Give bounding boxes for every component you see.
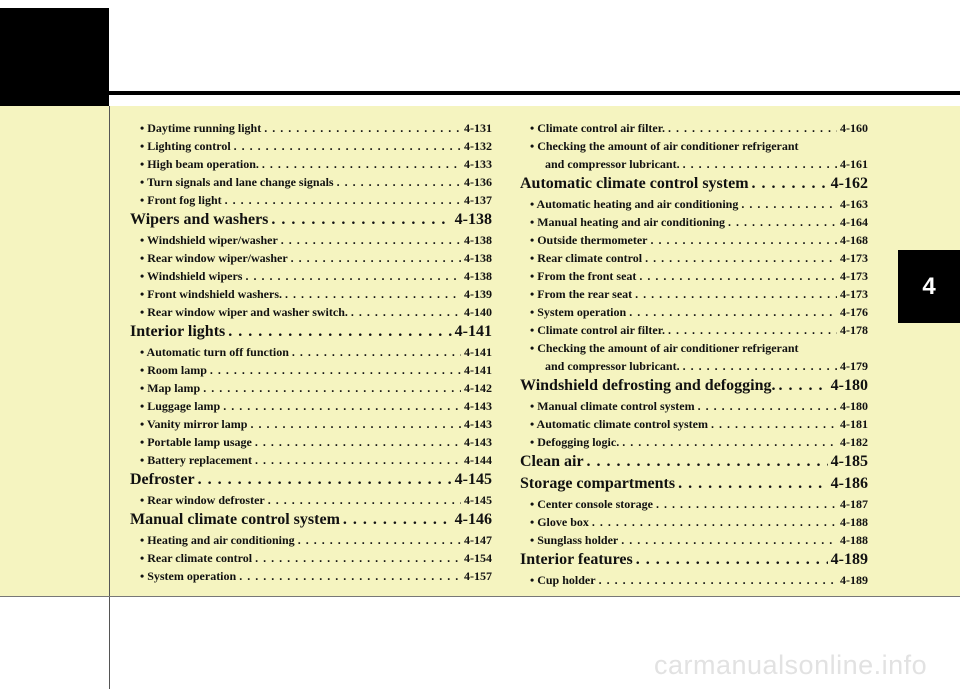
dot-leader [239,569,461,584]
dot-leader [778,377,827,395]
toc-entry[interactable] [130,345,492,363]
dot-leader [752,175,828,193]
dot-leader [292,345,461,360]
toc-entry-page: 4-185 [830,453,868,470]
toc-entry-page: 4-133 [464,157,492,171]
toc-entry-page: 4-160 [840,121,868,135]
dot-leader [255,551,461,566]
toc-entry-title: • Windshield wipers [140,269,243,283]
dot-leader [245,269,461,284]
dot-leader [711,417,837,432]
dot-leader [268,493,461,508]
dot-leader [599,573,837,588]
toc-entry-page: 4-182 [840,435,868,449]
toc-entry[interactable] [520,573,868,591]
toc-entry-page: 4-140 [464,305,492,319]
toc-section-entry[interactable] [520,475,868,497]
toc-entry[interactable] [520,305,868,323]
toc-entry-page: 4-144 [464,453,492,467]
toc-entry[interactable] [520,269,868,287]
toc-entry-page: 4-188 [840,533,868,547]
toc-entry-title: • Automatic climate control system [530,417,708,431]
toc-entry-page: 4-164 [840,215,868,229]
toc-entry-page: 4-173 [840,269,868,283]
toc-entry-title: • Vanity mirror lamp [140,417,248,431]
dot-leader [622,435,837,450]
chapter-tab[interactable]: 4 [898,250,960,323]
toc-entry-title: • Manual heating and air conditioning [530,215,726,229]
dot-leader [298,533,461,548]
toc-entry-page: 4-147 [464,533,492,547]
toc-entry[interactable] [130,305,492,323]
toc-entry[interactable] [520,399,868,417]
dot-leader [262,157,461,172]
toc-entry[interactable] [520,417,868,435]
toc-entry-title: • High beam operation. [140,157,259,171]
toc-entry-title: • Manual climate control system [530,399,695,413]
toc-entry[interactable] [520,341,868,359]
toc-entry[interactable] [130,121,492,139]
toc-entry-page: 4-189 [830,551,868,568]
toc-entry-page: 4-168 [840,233,868,247]
toc-entry-title: • Luggage lamp [140,399,221,413]
toc-entry-title: • Glove box [530,515,589,529]
toc-entry[interactable] [130,399,492,417]
dot-leader [264,121,461,136]
dot-leader [629,305,837,320]
dot-leader [255,435,461,450]
toc-entry-title: • Battery replacement [140,453,252,467]
toc-entry-page: 4-143 [464,399,492,413]
toc-entry-title: • Checking the amount of air conditioner refrigerant [530,341,799,355]
dot-leader [250,417,461,432]
toc-entry[interactable] [130,381,492,399]
toc-entry-page: 4-138 [454,211,492,228]
dot-leader [621,533,837,548]
toc-entry[interactable] [520,497,868,515]
toc-entry-title: Defroster [130,471,195,488]
dot-leader [645,251,837,266]
toc-entry-title: • Rear climate control [140,551,253,565]
toc-entry[interactable] [130,287,492,305]
toc-entry-page: 4-138 [464,233,492,247]
toc-entry-page: 4-178 [840,323,868,337]
toc-entry-page: 4-141 [464,363,492,377]
toc-entry-page: 4-141 [464,345,492,359]
toc-entry-page: 4-136 [464,175,492,189]
dot-leader [271,211,451,229]
dot-leader [343,511,452,529]
toc-section-entry[interactable] [130,323,492,345]
toc-entry-title: • Cup holder [530,573,596,587]
toc-entry-title: • Center console storage [530,497,653,511]
toc-entry[interactable] [520,157,868,175]
toc-entry-title: Clean air [520,453,584,470]
toc-entry-title: • Automatic turn off function [140,345,289,359]
toc-entry-page: 4-176 [840,305,868,319]
toc-entry-page: 4-139 [464,287,492,301]
toc-entry-title: • Outside thermometer [530,233,648,247]
toc-entry-title: • Defogging logic. [530,435,620,449]
dot-leader [255,453,461,468]
toc-entry-page: 4-157 [464,569,492,583]
toc-entry-title: • Automatic heating and air conditioning [530,197,739,211]
watermark: carmanualsonline.info [654,650,928,680]
toc-entry[interactable] [520,287,868,305]
toc-entry[interactable] [130,233,492,251]
toc-entry-page: 4-145 [464,493,492,507]
toc-entry-title: • Climate control air filter. [530,323,665,337]
toc-entry-page: 4-179 [840,359,868,373]
toc-entry-page: 4-154 [464,551,492,565]
chapter-header-block [0,8,109,106]
dot-leader [337,175,461,190]
dot-leader [225,193,461,208]
toc-entry-page: 4-163 [840,197,868,211]
toc-entry-title: • System operation [140,569,237,583]
toc-entry[interactable] [520,251,868,269]
toc-section-entry[interactable] [520,377,868,399]
dot-leader [285,287,461,302]
toc-entry-title: • Map lamp [140,381,201,395]
toc-entry-page: 4-180 [830,377,868,394]
toc-entry-title: • Climate control air filter. [530,121,665,135]
toc-entry-page: 4-188 [840,515,868,529]
toc-entry[interactable] [520,197,868,215]
toc-entry-title: Windshield defrosting and defogging. [520,377,776,394]
dot-leader [592,515,837,530]
toc-entry-title: • Rear window defroster [140,493,265,507]
toc-entry[interactable] [130,139,492,157]
toc-entry-title: • Rear window wiper/washer [140,251,288,265]
header-rule [109,91,960,95]
toc-right-column [520,121,868,591]
toc-entry-title: • Sunglass holder [530,533,619,547]
toc-entry-title: • Room lamp [140,363,207,377]
toc-entry-page: 4-137 [464,193,492,207]
dot-leader [210,363,461,378]
toc-entry[interactable] [130,435,492,453]
dot-leader [635,287,837,302]
toc-entry-title: Automatic climate control system [520,175,749,192]
dot-leader [198,471,452,489]
toc-entry[interactable] [130,417,492,435]
toc-section-entry[interactable] [520,551,868,573]
toc-entry[interactable] [130,175,492,193]
footer-rule [0,596,960,597]
dot-leader [728,215,837,230]
toc-entry-page: 4-142 [464,381,492,395]
toc-entry[interactable] [520,233,868,251]
dot-leader [656,497,837,512]
toc-entry-page: 4-180 [840,399,868,413]
toc-entry[interactable] [520,323,868,341]
toc-section-entry[interactable] [520,175,868,197]
toc-entry-title: • Portable lamp usage [140,435,252,449]
toc-entry[interactable] [520,121,868,139]
toc-entry-page: 4-161 [840,157,868,171]
toc-entry-page: 4-146 [454,511,492,528]
toc-entry-page: 4-162 [830,175,868,192]
dot-leader [651,233,838,248]
toc-entry[interactable] [520,215,868,233]
toc-entry-page: 4-181 [840,417,868,431]
toc-entry-page: 4-141 [454,323,492,340]
dot-leader [741,197,837,212]
toc-entry-title: • From the rear seat [530,287,633,301]
dot-leader [234,139,461,154]
toc-entry[interactable] [130,157,492,175]
dot-leader [683,157,837,172]
dot-leader [291,251,461,266]
toc-entry[interactable] [130,533,492,551]
toc-entry-title: • Rear window wiper and washer switch. [140,305,348,319]
toc-entry[interactable] [520,139,868,157]
toc-entry[interactable] [130,251,492,269]
toc-entry-title: Interior features [520,551,633,568]
dot-leader [698,399,837,414]
toc-entry-title: • Rear climate control [530,251,643,265]
margin-rule [109,106,110,689]
toc-section-entry[interactable] [130,511,492,533]
toc-entry[interactable] [130,269,492,287]
toc-entry-title: and compressor lubricant. [545,359,680,373]
toc-entry-page: 4-143 [464,417,492,431]
toc-entry-page: 4-189 [840,573,868,587]
toc-entry-title: • Heating and air conditioning [140,533,295,547]
dot-leader [636,551,828,569]
dot-leader [678,475,828,493]
dot-leader [228,323,451,341]
toc-entry-title: • Turn signals and lane change signals [140,175,334,189]
toc-entry[interactable] [130,493,492,511]
toc-entry[interactable] [130,363,492,381]
toc-entry-page: 4-173 [840,251,868,265]
toc-entry[interactable] [520,359,868,377]
dot-leader [203,381,461,396]
dot-leader [668,323,837,338]
dot-leader [683,359,837,374]
dot-leader [639,269,837,284]
toc-entry[interactable] [520,435,868,453]
toc-entry-title: • Lighting control [140,139,231,153]
dot-leader [668,121,837,136]
toc-entry-page: 4-143 [464,435,492,449]
toc-entry-page: 4-187 [840,497,868,511]
toc-entry-title: • Windshield wiper/washer [140,233,278,247]
toc-entry[interactable] [520,515,868,533]
toc-entry-title: Interior lights [130,323,226,340]
toc-entry-title: • System operation [530,305,627,319]
toc-entry-page: 4-138 [464,269,492,283]
toc-entry-title: • Front windshield washers. [140,287,283,301]
toc-section-entry[interactable] [520,453,868,475]
toc-entry-page: 4-138 [464,251,492,265]
toc-entry[interactable] [130,551,492,569]
toc-entry-title: • Checking the amount of air conditioner refrigerant [530,139,799,153]
toc-entry-page: 4-132 [464,139,492,153]
toc-entry-page: 4-131 [464,121,492,135]
toc-section-entry[interactable] [130,471,492,493]
toc-entry-page: 4-173 [840,287,868,301]
dot-leader [587,453,828,471]
toc-entry[interactable] [520,533,868,551]
dot-leader [223,399,461,414]
toc-entry[interactable] [130,193,492,211]
toc-section-entry[interactable] [130,211,492,233]
toc-entry-title: • Front fog light [140,193,222,207]
toc-left-column [130,121,492,587]
toc-entry-page: 4-145 [454,471,492,488]
toc-entry-page: 4-186 [830,475,868,492]
toc-entry-title: • Daytime running light [140,121,262,135]
toc-entry[interactable] [130,453,492,471]
toc-entry-title: Manual climate control system [130,511,340,528]
toc-entry-title: and compressor lubricant. [545,157,680,171]
dot-leader [351,305,461,320]
toc-entry-title: Wipers and washers [130,211,269,228]
toc-entry-title: Storage compartments [520,475,676,492]
toc-entry[interactable] [130,569,492,587]
toc-entry-title: • From the front seat [530,269,637,283]
dot-leader [281,233,461,248]
